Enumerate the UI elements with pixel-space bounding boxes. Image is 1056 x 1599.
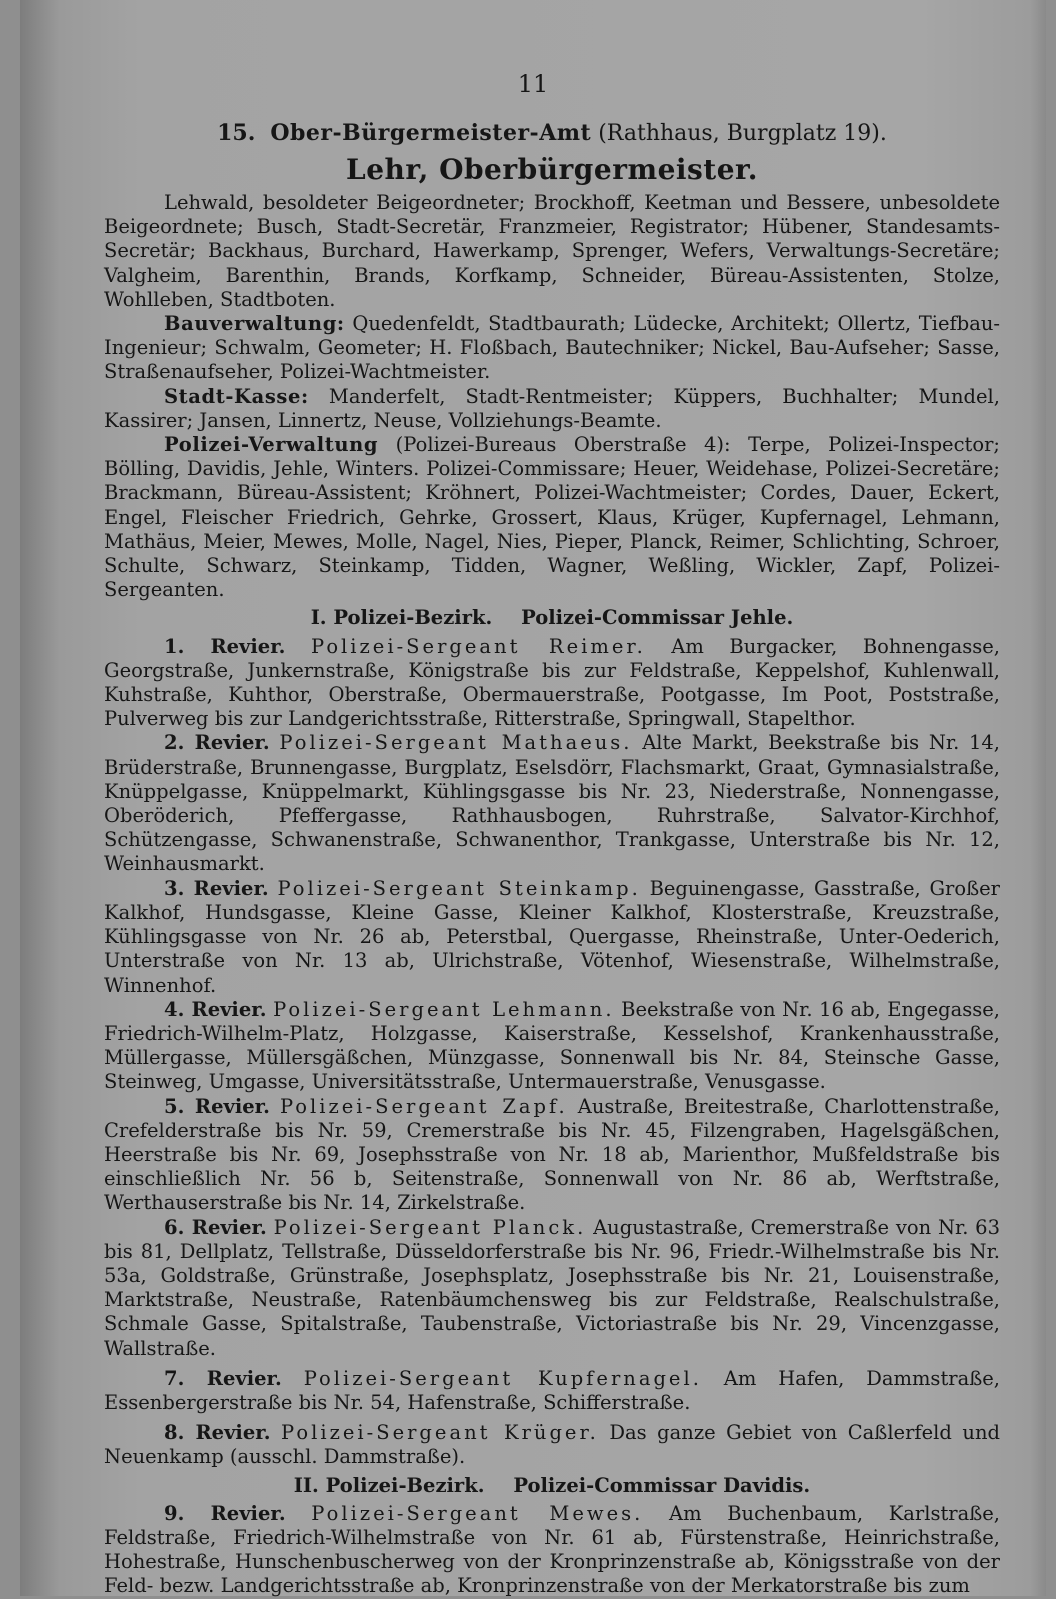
revier-sergeant: Polizei-Sergeant Kupfernagel. [303, 1366, 702, 1390]
revier-label: 5. Revier. [164, 1094, 270, 1118]
revier-7 [104, 1367, 1000, 1415]
revier-label: 8. Revier. [164, 1421, 271, 1445]
stadtkasse-label: Stadt-Kasse: [164, 384, 309, 408]
bezirk-2-commissar: Polizei-Commissar Davidis. [513, 1473, 811, 1497]
polizei-text: (Polizei-Bureaus Oberstraße 4): Terpe, Polizei-Inspector; Bölling, Davidis, Jehle, Winters. Polizei-Commissare; Heuer, Weidehase, Polizei-Secretäre; Brackmann, Büreau-Assistent; Kröhnert, Polizei-Wachtmeister; Cordes, Dauer, Eckert, Engel, Fleischer Friedrich, Gehrke, Grossert, Klaus, Krüger, Kupfernagel, Lehmann, Mathäus, Meier, Mewes, Molle, Nagel, Nies, Pieper, Planck, Reimer, Schlichting, Schroer, Schulte, Schwarz, Steinkamp, Tidden, Wagner, Weßling, Wickler, Zapf, Polizei-Sergeanten. [104, 433, 1000, 602]
revier-streets: Am Hafen, Dammstraße, Essenbergerstraße bis Nr. 54, Hafenstraße, Schifferstraße. [104, 1366, 1000, 1414]
revier-label: 9. Revier. [164, 1501, 286, 1525]
section-number: 15. [217, 120, 256, 146]
revier-streets: Beekstraße von Nr. 16 ab, Engegasse, Friedrich-Wilhelm-Platz, Holzgasse, Kaiserstraße, Kesselshof, Krankenhausstraße, Müllergasse, Müllersgäßchen, Münzgasse, Sonnenwall bis Nr. 84, Steinsche Gasse, Steinweg, Umgasse, Universitätsstraße, Untermauerstraße, Venusgasse. [104, 997, 1000, 1094]
revier-sergeant: Polizei-Sergeant Mathaeus. [279, 731, 633, 755]
revier-6 [104, 1216, 1000, 1361]
bezirk-2-heading [104, 1474, 1000, 1498]
bezirk-1-commissar: Polizei-Commissar Jehle. [521, 606, 794, 630]
bezirk-1-title: I. Polizei-Bezirk. [310, 606, 493, 630]
revier-3 [104, 877, 1000, 998]
revier-sergeant: Polizei-Sergeant Steinkamp. [277, 876, 641, 900]
bauverwaltung-label: Bauverwaltung: [164, 312, 345, 336]
stadtkasse-paragraph [104, 385, 1000, 433]
bezirk-2-title: II. Polizei-Bezirk. [293, 1473, 485, 1497]
page-number: 11 [517, 70, 549, 98]
bauverwaltung-paragraph [104, 312, 1000, 385]
revier-label: 2. Revier. [164, 731, 270, 755]
page-content [104, 118, 1000, 1599]
mayor-title: Lehr, Oberbürgermeister. [346, 153, 758, 186]
revier-sergeant: Polizei-Sergeant Zapf. [279, 1094, 568, 1118]
revier-label: 3. Revier. [164, 876, 269, 900]
revier-label: 4. Revier. [164, 997, 267, 1021]
revier-2 [104, 731, 1000, 876]
revier-streets: Austraße, Breitestraße, Charlottenstraße, Crefelderstraße bis Nr. 59, Cremerstraße bis Nr. 45, Filzengraben, Hagelsgäßchen, Heerstraße bis Nr. 69, Josephsstraße von Nr. 18 ab, Marienthor, Mußfeldstraße bis einschließlich Nr. 56 b, Seitenstraße, Sonnenwall von Nr. 86 ab, Werftstraße, Werthauserstraße bis Nr. 14, Zirkelstraße. [104, 1094, 1000, 1215]
revier-sergeant: Polizei-Sergeant Krüger. [281, 1421, 599, 1445]
revier-9 [104, 1502, 1000, 1599]
revier-streets: Das ganze Gebiet von Caßlerfeld und Neuenkamp (ausschl. Dammstraße). [104, 1421, 1001, 1469]
polizei-paragraph [104, 433, 1000, 602]
revier-5 [104, 1095, 1000, 1216]
revier-4 [104, 998, 1000, 1095]
revier-label: 6. Revier. [164, 1215, 267, 1239]
revier-sergeant: Polizei-Sergeant Planck. [273, 1215, 587, 1239]
revier-streets: Augustastraße, Cremerstraße von Nr. 63 bis 81, Dellplatz, Tellstraße, Düsseldorferstraße bis Nr. 96, Friedr.-Wilhelmstraße bis Nr. 53a, Goldstraße, Grünstraße, Josephsplatz, Josephsstraße bis Nr. 21, Louisenstraße, Marktstraße, Neustraße, Ratenbäumchensweg bis zur Feldstraße, Realschulstraße, Schmale Gasse, Spitalstraße, Taubenstraße, Victoriastraße bis Nr. 29, Vincenzgasse, Wallstraße. [104, 1215, 1000, 1360]
office-name: Ober-Bürgermeister-Amt [270, 120, 592, 146]
revier-streets: Am Burgacker, Bohnengasse, Georgstraße, Junkernstraße, Königstraße bis zur Feldstraße, Keppelshof, Kuhlenwall, Kuhstraße, Kuhthor, Oberstraße, Obermauerstraße, Pootgasse, Im Poot, Poststraße, Pulverweg bis zur Landgerichtsstraße, Ritterstraße, Springwall, Stapelthor. [104, 634, 1000, 731]
revier-sergeant: Polizei-Sergeant Lehmann. [273, 997, 615, 1021]
staff-paragraph: Lehwald, besoldeter Beigeordneter; Brockhoff, Keetman und Bessere, unbesoldete Beigeordnete; Busch, Stadt-Secretär, Franzmeier, Registrator; Hübener, Standesamts-Secretär; Backhaus, Burchard, Hawerkamp, Sprenger, Wefers, Verwaltungs-Secretäre; Valgheim, Barenthin, Brands, Korfkamp, Schneider, Büreau-Assistenten, Stolze, Wohlleben, Stadtboten. [104, 191, 1000, 311]
revier-1 [104, 635, 1000, 732]
office-location: (Rathhaus, Burgplatz 19). [598, 121, 887, 146]
revier-streets: Alte Markt, Beekstraße bis Nr. 14, Brüderstraße, Brunnengasse, Burgplatz, Eselsdörr, Flachsmarkt, Graat, Gymnasialstraße, Knüppelgasse, Knüppelmarkt, Kühlingsgasse bis Nr. 23, Niederstraße, Nonnengasse, Oberöderich, Pfeffergasse, Rathhausbogen, Ruhrstraße, Salvator-Kirchhof, Schützengasse, Schwanenstraße, Schwanenthor, Trankgasse, Unterstraße bis Nr. 12, Weinhausmarkt. [104, 731, 1001, 876]
revier-sergeant: Polizei-Sergeant Reimer. [310, 634, 646, 658]
revier-label: 1. Revier. [164, 634, 286, 658]
revier-streets: Beguinengasse, Gasstraße, Großer Kalkhof, Hundsgasse, Kleine Gasse, Kleiner Kalkhof, Klosterstraße, Kreuzstraße, Kühlingsgasse von Nr. 26 ab, Peterstbal, Quergasse, Rheinstraße, Unter-Oederich, Unterstraße von Nr. 13 ab, Ulrichstraße, Vötenhof, Wiesenstraße, Wilhelmstraße, Winnenhof. [104, 876, 1000, 997]
polizei-label: Polizei-Verwaltung [164, 433, 379, 457]
revier-label: 7. Revier. [164, 1366, 282, 1390]
section-heading [104, 118, 1000, 149]
bezirk-1-heading [104, 606, 1000, 630]
revier-8 [104, 1421, 1000, 1469]
stadtkasse-text: Manderfelt, Stadt-Rentmeister; Küppers, Buchhalter; Mundel, Kassirer; Jansen, Linnertz, Neuse, Vollziehungs-Beamte. [104, 384, 1000, 432]
revier-streets: Am Buchenbaum, Karlstraße, Feldstraße, Friedrich-Wilhelmstraße von Nr. 61 ab, Fürstenstraße, Heinrichstraße, Hohestraße, Hunschenbuscherweg von der Kronprinzenstraße ab, Königsstraße von der Feld- bezw. Landgerichtsstraße ab, Kronprinzenstraße von der Merkatorstraße bis zum [104, 1501, 1001, 1598]
document-page [20, 0, 1046, 1596]
bauverwaltung-text: Quedenfeldt, Stadtbaurath; Lüdecke, Architekt; Ollertz, Tiefbau-Ingenieur; Schwalm, Geometer; H. Floßbach, Bautechniker; Nickel, Bau-Aufseher; Sasse, Straßenaufseher, Polizei-Wachtmeister. [104, 312, 1000, 384]
revier-sergeant: Polizei-Sergeant Mewes. [311, 1501, 644, 1525]
